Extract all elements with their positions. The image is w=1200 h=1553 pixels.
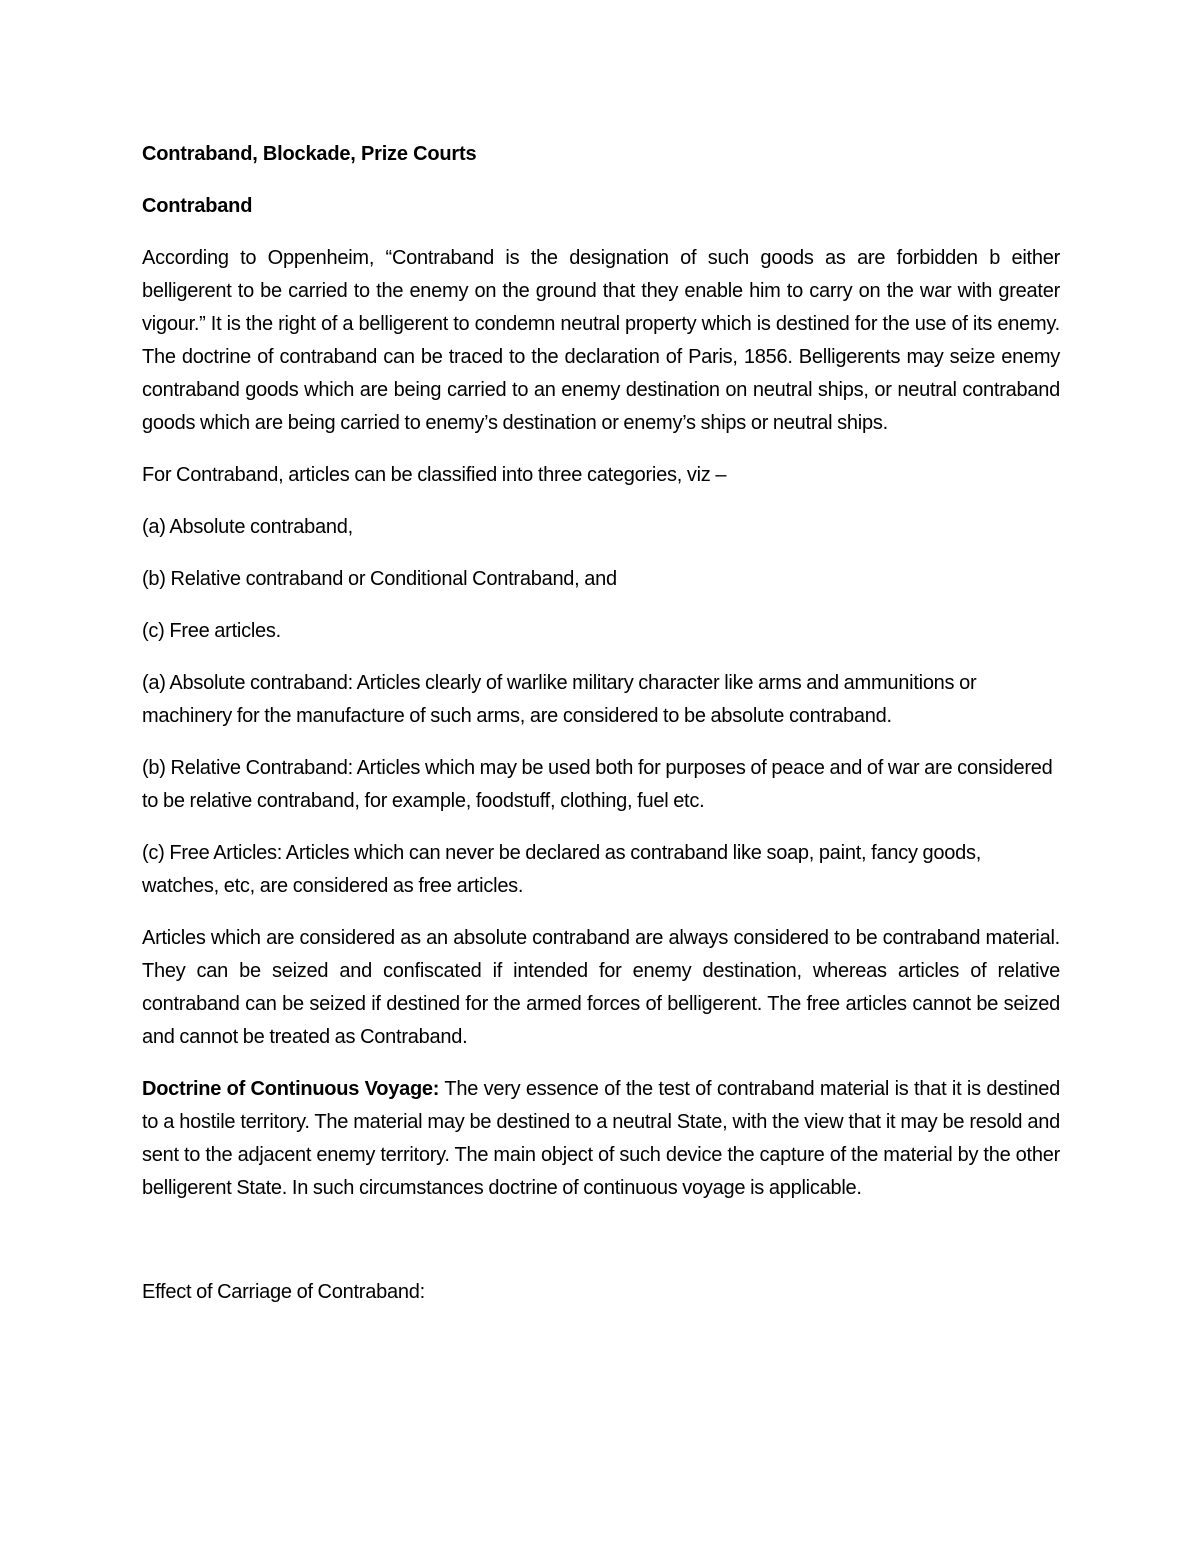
continuous-voyage-label: Doctrine of Continuous Voyage: xyxy=(142,1078,440,1100)
continuous-voyage-paragraph xyxy=(142,1073,1060,1205)
effect-heading: Effect of Carriage of Contraband: xyxy=(142,1281,425,1303)
categories-intro: For Contraband, articles can be classified into three categories, viz – xyxy=(142,464,727,486)
document-page xyxy=(142,138,1060,1328)
document-title: Contraband, Blockade, Prize Courts xyxy=(142,143,477,165)
absolute-contraband-definition: (a) Absolute contraband: Articles clearly of warlike military character like arms and ammunitions or machinery for the manufacture of such arms, are considered to be absolute contraband. xyxy=(142,672,977,727)
category-a-item: (a) Absolute contraband, xyxy=(142,516,353,538)
intro-paragraph: According to Oppenheim, “Contraband is the designation of such goods as are forbidden b either belligerent to be carried to the enemy on the ground that they enable him to carry on the war with greater vigour.” It is the right of a belligerent to condemn neutral property which is destined for the use of its enemy. The doctrine of contraband can be traced to the declaration of Paris, 1856. Belligerents may seize enemy contraband goods which are being carried to an enemy destination on neutral ships, or neutral contraband goods which are being carried to enemy’s destination or enemy’s ships or neutral ships. xyxy=(142,247,1060,434)
section-heading-contraband: Contraband xyxy=(142,195,253,217)
continuous-voyage-text: The very essence of the test of contraband material is that it is destined to a hostile territory. The material may be destined to a neutral State, with the view that it may be resold and sent to the adjacent enemy territory. The main object of such device the capture of the material by the other belligerent State. In such circumstances doctrine of continuous voyage is applicable. xyxy=(142,1078,1061,1199)
paragraph-gap xyxy=(142,1224,1060,1276)
seizure-paragraph: Articles which are considered as an absolute contraband are always considered to be contraband material. They can be seized and confiscated if intended for enemy destination, whereas articles of relative contraband can be seized if destined for the armed forces of belligerent. The free articles cannot be seized and cannot be treated as Contraband. xyxy=(142,927,1060,1048)
category-c-item: (c) Free articles. xyxy=(142,620,281,642)
relative-contraband-definition: (b) Relative Contraband: Articles which may be used both for purposes of peace and of war are considered to be relative contraband, for example, foodstuff, clothing, fuel etc. xyxy=(142,757,1053,812)
free-articles-definition: (c) Free Articles: Articles which can never be declared as contraband like soap, paint, fancy goods, watches, etc, are considered as free articles. xyxy=(142,842,982,897)
category-b-item: (b) Relative contraband or Conditional Contraband, and xyxy=(142,568,617,590)
